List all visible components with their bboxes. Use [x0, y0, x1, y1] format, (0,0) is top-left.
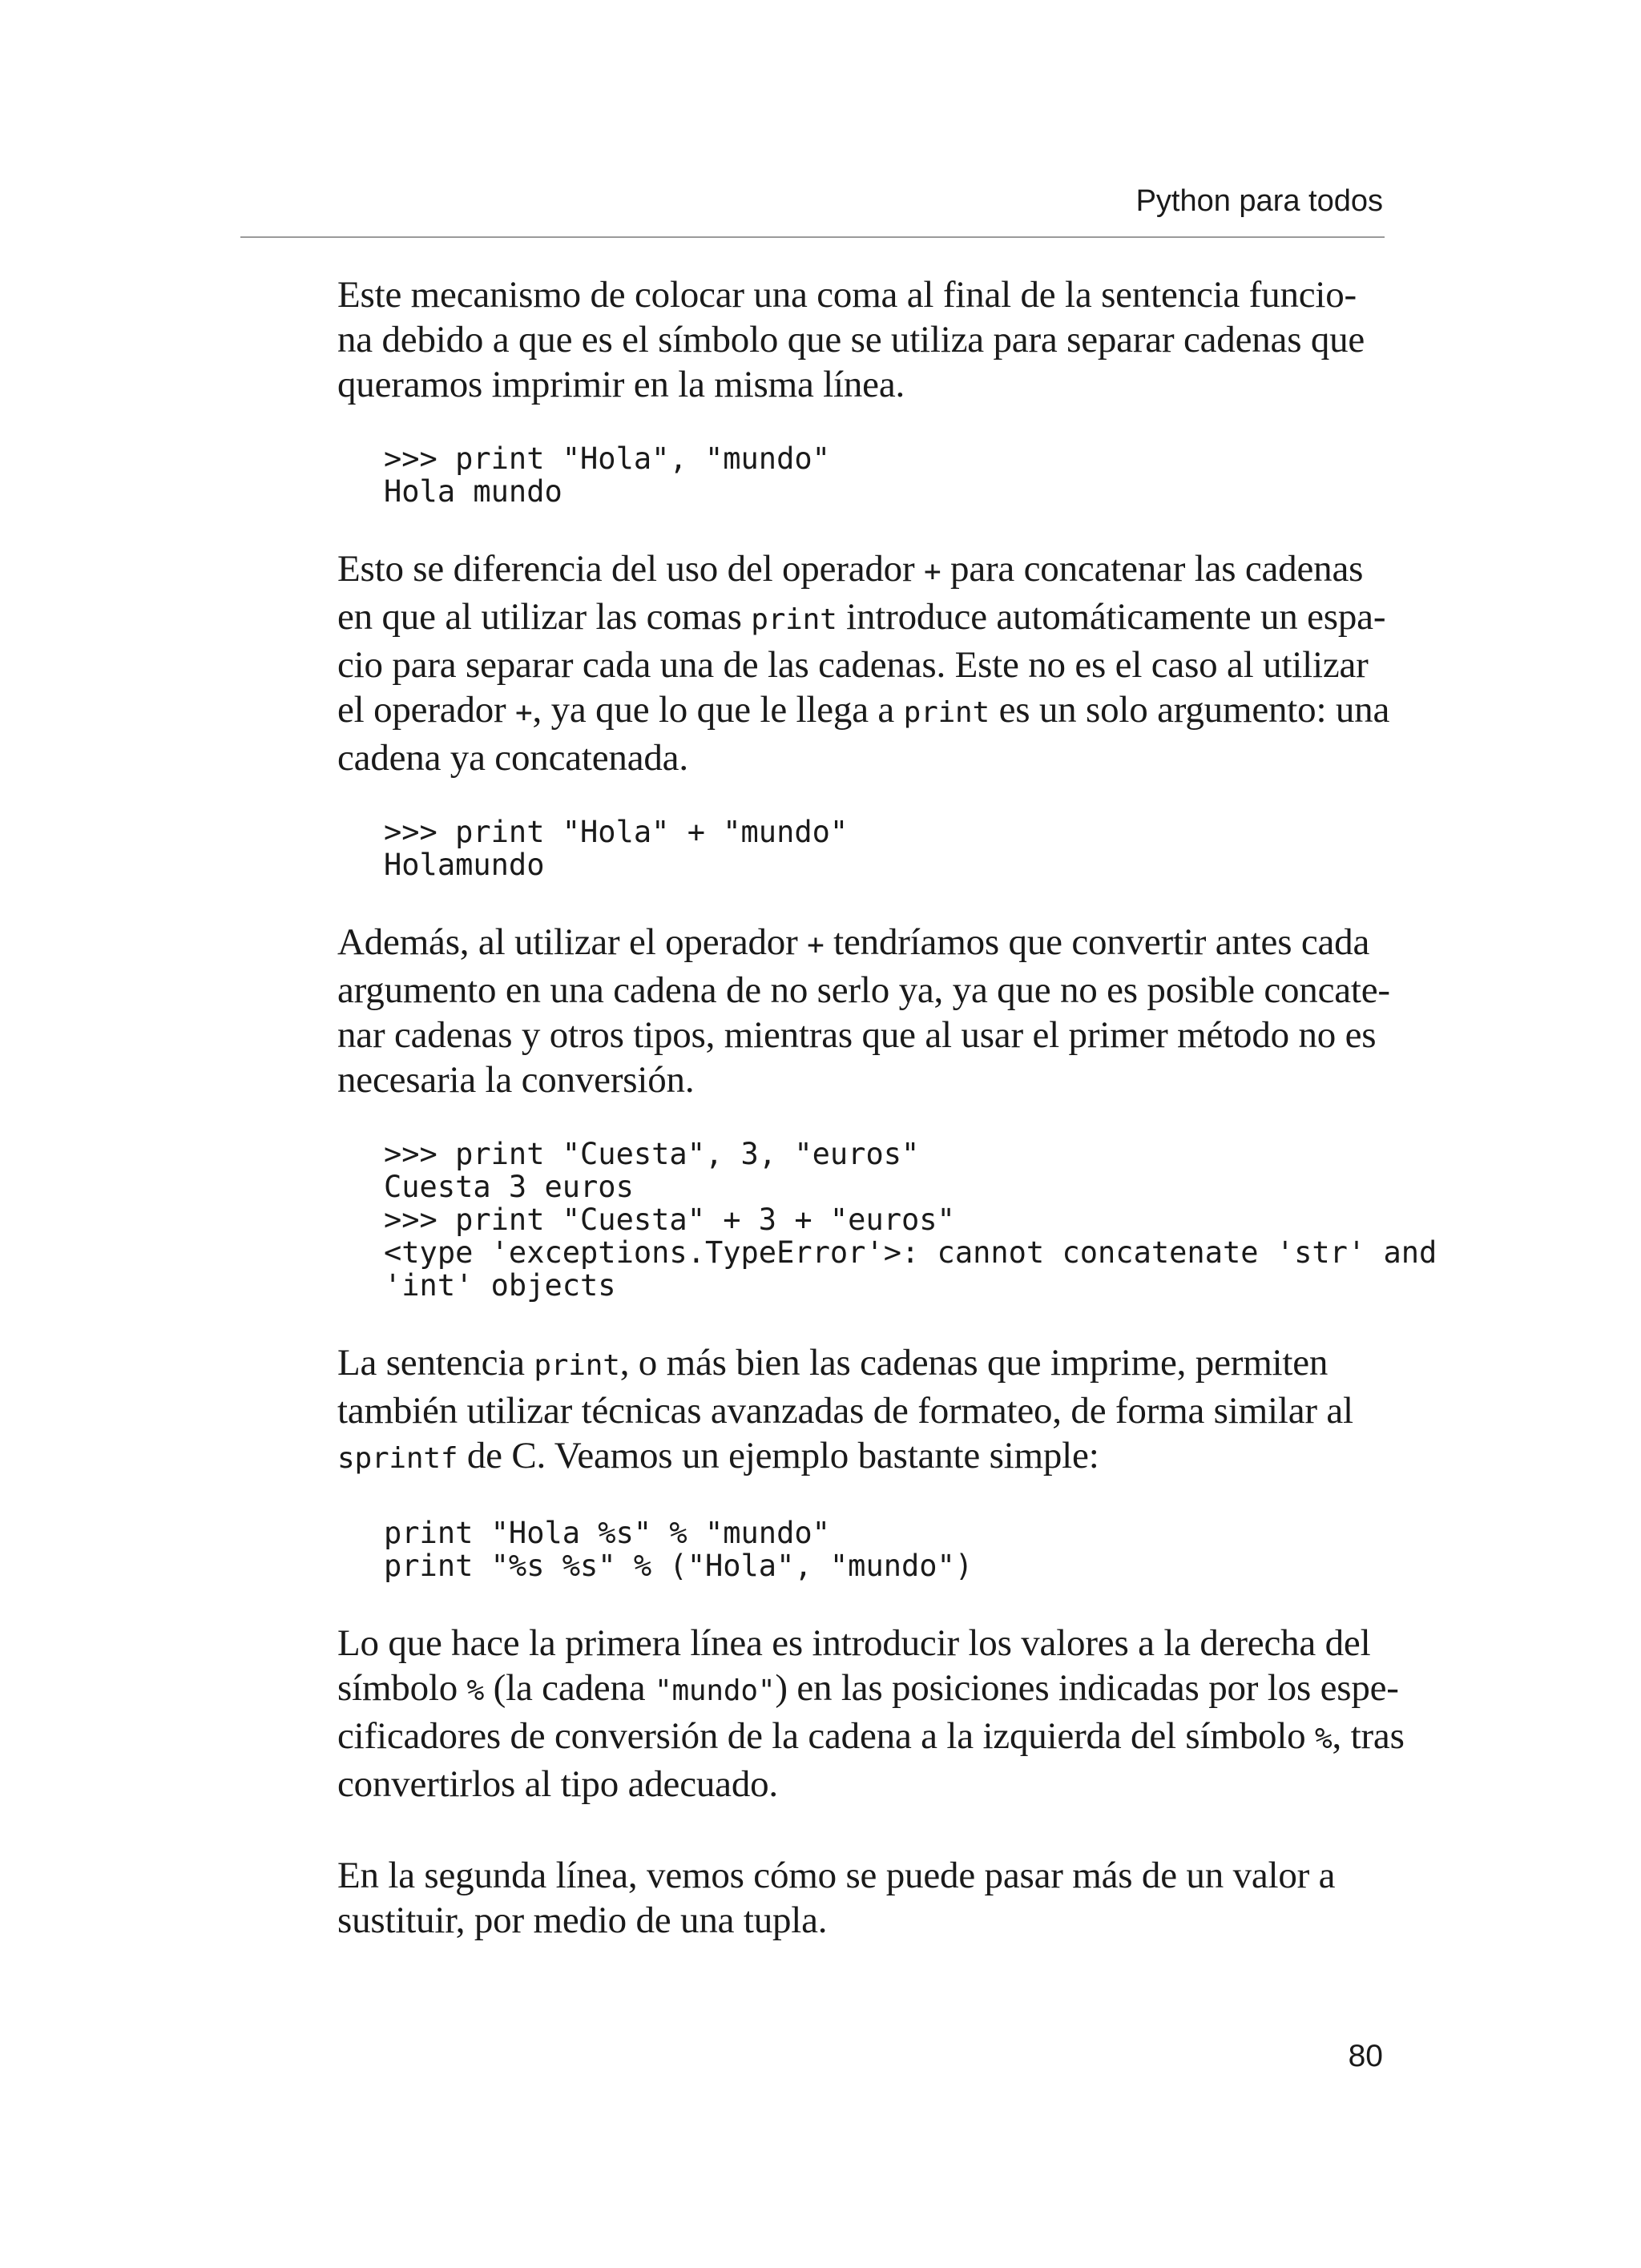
text-line: Además, al utilizar el operador + tendríamos que convertir antes cada [337, 921, 1370, 963]
inline-code: + [807, 929, 825, 961]
text-line: cadena ya concatenada. [337, 737, 688, 779]
text-line: el operador +, ya que lo que le llega a print es un solo argumento: una [337, 689, 1390, 731]
paragraph-first-line-explanation [337, 1621, 1405, 1807]
text-line: también utilizar técnicas avanzadas de formateo, de forma similar al [337, 1390, 1353, 1432]
text-line: cificadores de conversión de la cadena a la izquierda del símbolo %, tras [337, 1715, 1405, 1757]
inline-code: + [923, 555, 941, 588]
text-line: en que al utilizar las comas print introduce automáticamente un espa- [337, 596, 1386, 638]
paragraph-second-line-explanation [337, 1853, 1387, 1943]
inline-code: % [466, 1674, 485, 1707]
inline-code: "mundo" [654, 1674, 776, 1707]
text-line: símbolo % (la cadena "mundo") en las posiciones indicadas por los espe- [337, 1667, 1399, 1709]
text-line: sprintf de C. Veamos un ejemplo bastante simple: [337, 1435, 1099, 1476]
paragraph-formatting [337, 1340, 1387, 1481]
header-divider [240, 236, 1385, 238]
text-line: queramos imprimir en la misma línea. [337, 364, 905, 405]
code-block-format-example: print "Hola %s" % "mundo" print "%s %s" % ("Hola", "mundo") [384, 1516, 974, 1583]
running-header-title: Python para todos [1135, 184, 1383, 218]
page-body [337, 272, 1437, 1943]
text-line: Este mecanismo de colocar una coma al final de la sentencia funcio- [337, 274, 1357, 316]
inline-code: % [1315, 1722, 1333, 1755]
paragraph-conversion [337, 920, 1390, 1102]
text-line: argumento en una cadena de no serlo ya, ya que no es posible concate- [337, 969, 1390, 1011]
inline-code: print [534, 1349, 620, 1382]
text-line: En la segunda línea, vemos cómo se puede pasar más de un valor a [337, 1855, 1336, 1896]
inline-code: + [515, 696, 533, 729]
text-line: sustituir, por medio de una tupla. [337, 1899, 828, 1941]
code-block-type-error: >>> print "Cuesta", 3, "euros" Cuesta 3 euros >>> print "Cuesta" + 3 + "euros" <type 'exceptions.TypeError'>: cannot concatenate 'str' and 'int' objects [384, 1137, 1437, 1303]
code-block-print-comma: >>> print "Hola", "mundo" Hola mundo [384, 441, 830, 509]
text-line: nar cadenas y otros tipos, mientras que al usar el primer método no es [337, 1014, 1377, 1056]
inline-code: print [903, 696, 990, 729]
inline-code: print [751, 603, 837, 636]
code-block-print-plus: >>> print "Hola" + "mundo" Holamundo [384, 815, 849, 882]
text-line: convertirlos al tipo adecuado. [337, 1763, 778, 1805]
text-line: necesaria la conversión. [337, 1059, 695, 1101]
paragraph-comma-mechanism [337, 272, 1387, 407]
text-line: Lo que hace la primera línea es introducir los valores a la derecha del [337, 1622, 1371, 1664]
text-line: na debido a que es el símbolo que se utiliza para separar cadenas que [337, 319, 1365, 361]
paragraph-concat-difference [337, 546, 1390, 780]
text-line: cio para separar cada una de las cadenas. Este no es el caso al utilizar [337, 644, 1369, 686]
text-line: Esto se diferencia del uso del operador + para concatenar las cadenas [337, 548, 1364, 590]
page-number: 80 [1348, 2039, 1383, 2073]
inline-code: sprintf [337, 1442, 458, 1475]
text-line: La sentencia print, o más bien las cadenas que imprime, permiten [337, 1342, 1329, 1384]
